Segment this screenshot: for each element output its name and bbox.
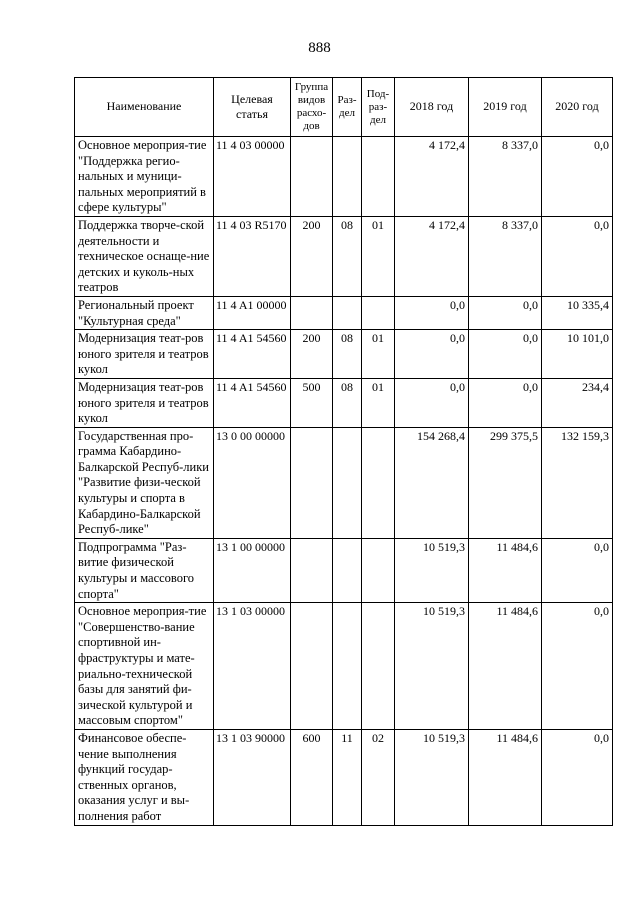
cell-2020: 0,0 (542, 538, 613, 602)
cell-article: 11 4 A1 54560 (214, 330, 291, 379)
cell-2018: 10 519,3 (395, 729, 469, 825)
cell-2020: 0,0 (542, 216, 613, 296)
cell-2020: 132 159,3 (542, 427, 613, 538)
cell-article: 11 4 A1 54560 (214, 378, 291, 427)
cell-2019: 8 337,0 (469, 137, 542, 217)
cell-2018: 0,0 (395, 378, 469, 427)
cell-name: Государственная про-грамма Кабардино-Балкарской Респуб-лики "Развитие физи-ческой культуры и спорта в Кабардино-Балкарской Респуб-лике" (75, 427, 214, 538)
cell-name: Основное мероприя-тие "Совершенство-вание спортивной ин-фраструктуры и мате-риально-технической базы для занятий фи-зической культурой и массовым спортом" (75, 603, 214, 730)
cell-2018: 10 519,3 (395, 603, 469, 730)
cell-section (333, 603, 362, 730)
header-group: Группа видов расхо-дов (291, 78, 333, 137)
cell-2019: 11 484,6 (469, 538, 542, 602)
cell-2019: 8 337,0 (469, 216, 542, 296)
header-2019: 2019 год (469, 78, 542, 137)
cell-section: 08 (333, 216, 362, 296)
cell-2018: 154 268,4 (395, 427, 469, 538)
header-section: Раз-дел (333, 78, 362, 137)
cell-name: Модернизация теат-ров юного зрителя и театров кукол (75, 378, 214, 427)
cell-2019: 11 484,6 (469, 729, 542, 825)
cell-2020: 0,0 (542, 729, 613, 825)
header-article: Целевая статья (214, 78, 291, 137)
cell-2020: 0,0 (542, 603, 613, 730)
cell-2019: 11 484,6 (469, 603, 542, 730)
cell-group (291, 137, 333, 217)
header-name: Наименование (75, 78, 214, 137)
cell-2020: 10 101,0 (542, 330, 613, 379)
cell-article: 11 4 03 R5170 (214, 216, 291, 296)
cell-2020: 0,0 (542, 137, 613, 217)
header-2018: 2018 год (395, 78, 469, 137)
cell-subsection (362, 296, 395, 329)
cell-name: Региональный проект "Культурная среда" (75, 296, 214, 329)
cell-name: Финансовое обеспе-чение выполнения функций государ-ственных органов, оказания услуг и вы-полнения работ (75, 729, 214, 825)
cell-group: 500 (291, 378, 333, 427)
cell-subsection: 01 (362, 378, 395, 427)
cell-2019: 0,0 (469, 296, 542, 329)
cell-section (333, 427, 362, 538)
cell-article: 13 1 00 00000 (214, 538, 291, 602)
table-row (75, 427, 613, 538)
cell-2019: 0,0 (469, 378, 542, 427)
cell-group (291, 427, 333, 538)
cell-group (291, 296, 333, 329)
cell-subsection (362, 603, 395, 730)
cell-group: 200 (291, 216, 333, 296)
cell-subsection (362, 538, 395, 602)
page-number: 888 (308, 40, 331, 56)
cell-2018: 10 519,3 (395, 538, 469, 602)
cell-subsection: 01 (362, 216, 395, 296)
table-row (75, 137, 613, 217)
cell-2018: 0,0 (395, 330, 469, 379)
cell-section (333, 538, 362, 602)
cell-name: Подпрограмма "Раз-витие физической культуры и массового спорта" (75, 538, 214, 602)
cell-name: Поддержка творче-ской деятельности и техническое оснаще-ние детских и куколь-ных театров (75, 216, 214, 296)
cell-article: 11 4 A1 00000 (214, 296, 291, 329)
cell-section: 11 (333, 729, 362, 825)
cell-subsection: 01 (362, 330, 395, 379)
cell-group: 600 (291, 729, 333, 825)
table-row (75, 296, 613, 329)
cell-article: 13 0 00 00000 (214, 427, 291, 538)
cell-section (333, 296, 362, 329)
cell-group (291, 603, 333, 730)
cell-name: Основное мероприя-тие "Поддержка регио-нальных и муници-пальных мероприятий в сфере культуры" (75, 137, 214, 217)
cell-section: 08 (333, 330, 362, 379)
header-row (75, 78, 613, 137)
cell-2018: 4 172,4 (395, 137, 469, 217)
table-row (75, 729, 613, 825)
budget-table (74, 77, 613, 826)
cell-2018: 4 172,4 (395, 216, 469, 296)
table-row (75, 216, 613, 296)
table-row (75, 378, 613, 427)
cell-2020: 234,4 (542, 378, 613, 427)
cell-name: Модернизация теат-ров юного зрителя и театров кукол (75, 330, 214, 379)
cell-subsection (362, 137, 395, 217)
header-2020: 2020 год (542, 78, 613, 137)
cell-2018: 0,0 (395, 296, 469, 329)
cell-group: 200 (291, 330, 333, 379)
cell-group (291, 538, 333, 602)
cell-article: 13 1 03 90000 (214, 729, 291, 825)
cell-2020: 10 335,4 (542, 296, 613, 329)
table-row (75, 330, 613, 379)
table-row (75, 603, 613, 730)
cell-2019: 0,0 (469, 330, 542, 379)
cell-section (333, 137, 362, 217)
cell-section: 08 (333, 378, 362, 427)
cell-2019: 299 375,5 (469, 427, 542, 538)
cell-subsection (362, 427, 395, 538)
cell-subsection: 02 (362, 729, 395, 825)
cell-article: 11 4 03 00000 (214, 137, 291, 217)
header-subsection: Под-раз-дел (362, 78, 395, 137)
table-row (75, 538, 613, 602)
cell-article: 13 1 03 00000 (214, 603, 291, 730)
